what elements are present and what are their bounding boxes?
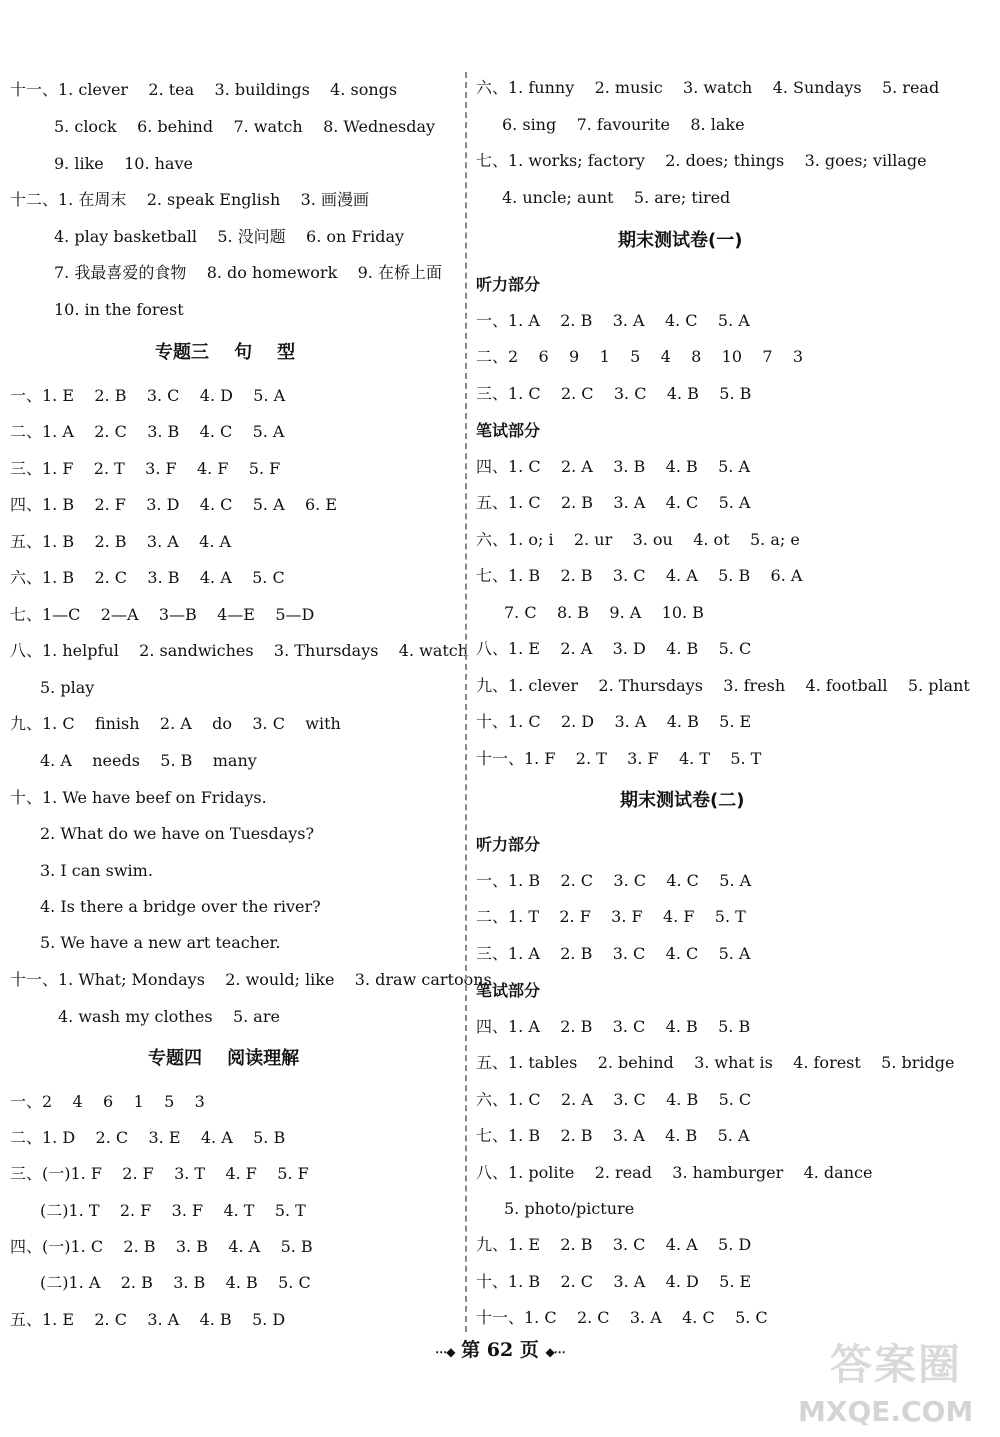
answer-line: 五、1. E 2. C 3. A 4. B 5. D <box>10 1310 286 1329</box>
answer-line: 4. wash my clothes 5. are <box>58 1007 280 1026</box>
answer-line: 4. uncle; aunt 5. are; tired <box>502 188 731 207</box>
answer-line: 四、1. A 2. B 3. C 4. B 5. B <box>476 1017 751 1036</box>
answer-line: 一、1. B 2. C 3. C 4. C 5. A <box>476 871 752 890</box>
section-heading: 专题三 句 型 <box>155 342 296 363</box>
answer-line: 七、1. works; factory 2. does; things 3. goes; village <box>476 151 927 170</box>
answer-line: 一、2 4 6 1 5 3 <box>10 1092 205 1111</box>
answer-line: 十、1. C 2. D 3. A 4. B 5. E <box>476 712 752 731</box>
answer-line: 五、1. C 2. B 3. A 4. C 5. A <box>476 493 751 512</box>
answer-line: 六、1. B 2. C 3. B 4. A 5. C <box>10 568 285 587</box>
answer-line: 7. 我最喜爱的食物 8. do homework 9. 在桥上面 <box>54 263 442 282</box>
page-number: 第 62 页 <box>461 1339 539 1361</box>
section-heading: 专题四 阅读理解 <box>148 1048 300 1069</box>
subsection-heading: 听力部分 <box>476 835 541 854</box>
answer-line: 2. What do we have on Tuesdays? <box>40 824 315 843</box>
column-divider <box>465 72 467 1332</box>
answer-line: 一、1. A 2. B 3. A 4. C 5. A <box>476 311 750 330</box>
answer-line: 一、1. E 2. B 3. C 4. D 5. A <box>10 386 286 405</box>
answer-line: 四、(一)1. C 2. B 3. B 4. A 5. B <box>10 1237 313 1256</box>
answer-line: 七、1. B 2. B 3. C 4. A 5. B 6. A <box>476 566 803 585</box>
answer-line: 4. play basketball 5. 没问题 6. on Friday <box>54 227 405 246</box>
right-arrow-ornament-icon: ◆⋯ <box>545 1345 565 1359</box>
answer-line: 5. clock 6. behind 7. watch 8. Wednesday <box>54 117 436 136</box>
answer-line: 八、1. E 2. A 3. D 4. B 5. C <box>476 639 752 658</box>
answer-line: 十一、1. F 2. T 3. F 4. T 5. T <box>476 749 762 768</box>
answer-line: 5. photo/picture <box>504 1199 635 1218</box>
answer-line: 五、1. B 2. B 3. A 4. A <box>10 532 232 551</box>
answer-line: 三、1. F 2. T 3. F 4. F 5. F <box>10 459 281 478</box>
answer-line: 5. We have a new art teacher. <box>40 933 281 952</box>
answer-line: 二、2 6 9 1 5 4 8 10 7 3 <box>476 347 804 366</box>
answer-line: 三、1. C 2. C 3. C 4. B 5. B <box>476 384 752 403</box>
answer-line: 十、1. B 2. C 3. A 4. D 5. E <box>476 1272 752 1291</box>
answer-line: 二、1. T 2. F 3. F 4. F 5. T <box>476 907 746 926</box>
subsection-heading: 听力部分 <box>476 275 541 294</box>
subsection-heading: 笔试部分 <box>476 981 541 1000</box>
subsection-heading: 笔试部分 <box>476 421 541 440</box>
answer-line: 三、1. A 2. B 3. C 4. C 5. A <box>476 944 751 963</box>
watermark-logo: 答案圈 <box>830 1340 963 1389</box>
answer-line: 6. sing 7. favourite 8. lake <box>502 115 745 134</box>
answer-line: 3. I can swim. <box>40 861 153 880</box>
answer-line: 八、1. polite 2. read 3. hamburger 4. dance <box>476 1163 873 1182</box>
answer-line: 七、1—C 2—A 3—B 4—E 5—D <box>10 605 315 624</box>
section-heading: 期末测试卷(二) <box>620 790 745 811</box>
answer-line: (二)1. A 2. B 3. B 4. B 5. C <box>40 1273 311 1292</box>
answer-line: 十一、1. What; Mondays 2. would; like 3. draw cartoons <box>10 970 492 989</box>
answer-line: 六、1. C 2. A 3. C 4. B 5. C <box>476 1090 752 1109</box>
answer-line: 二、1. D 2. C 3. E 4. A 5. B <box>10 1128 286 1147</box>
answer-line: 4. Is there a bridge over the river? <box>40 897 321 916</box>
answer-line: 九、1. clever 2. Thursdays 3. fresh 4. football 5. plant <box>476 676 970 695</box>
answer-line: 六、1. funny 2. music 3. watch 4. Sundays 5. read <box>476 78 940 97</box>
answer-line: 四、1. B 2. F 3. D 4. C 5. A 6. E <box>10 495 337 514</box>
answer-line: 九、1. E 2. B 3. C 4. A 5. D <box>476 1235 752 1254</box>
answer-line: 十一、1. C 2. C 3. A 4. C 5. C <box>476 1308 768 1327</box>
answer-line: 五、1. tables 2. behind 3. what is 4. forest 5. bridge <box>476 1053 955 1072</box>
answer-line: 八、1. helpful 2. sandwiches 3. Thursdays 4. watch <box>10 641 469 660</box>
answer-line: 七、1. B 2. B 3. A 4. B 5. A <box>476 1126 750 1145</box>
watermark <box>790 1340 995 1430</box>
answer-line: (二)1. T 2. F 3. F 4. T 5. T <box>40 1201 306 1220</box>
answer-line: 三、(一)1. F 2. F 3. T 4. F 5. F <box>10 1164 309 1183</box>
answer-line: 10. in the forest <box>54 300 184 319</box>
answer-line: 九、1. C finish 2. A do 3. C with <box>10 714 341 733</box>
answer-line: 二、1. A 2. C 3. B 4. C 5. A <box>10 422 285 441</box>
answer-line: 六、1. o; i 2. ur 3. ou 4. ot 5. a; e <box>476 530 800 549</box>
watermark-url: MXQE.COM <box>798 1395 974 1428</box>
left-arrow-ornament-icon: ⋯◆ <box>435 1345 455 1359</box>
answer-line: 4. A needs 5. B many <box>40 751 257 770</box>
answer-line: 十、1. We have beef on Fridays. <box>10 788 267 807</box>
answer-line: 9. like 10. have <box>54 154 193 173</box>
section-heading: 期末测试卷(一) <box>618 230 743 251</box>
answer-line: 7. C 8. B 9. A 10. B <box>504 603 704 622</box>
answer-line: 十二、1. 在周末 2. speak English 3. 画漫画 <box>10 190 369 209</box>
answer-line: 四、1. C 2. A 3. B 4. B 5. A <box>476 457 751 476</box>
answer-line: 5. play <box>40 678 95 697</box>
answer-line: 十一、1. clever 2. tea 3. buildings 4. songs <box>10 80 398 99</box>
